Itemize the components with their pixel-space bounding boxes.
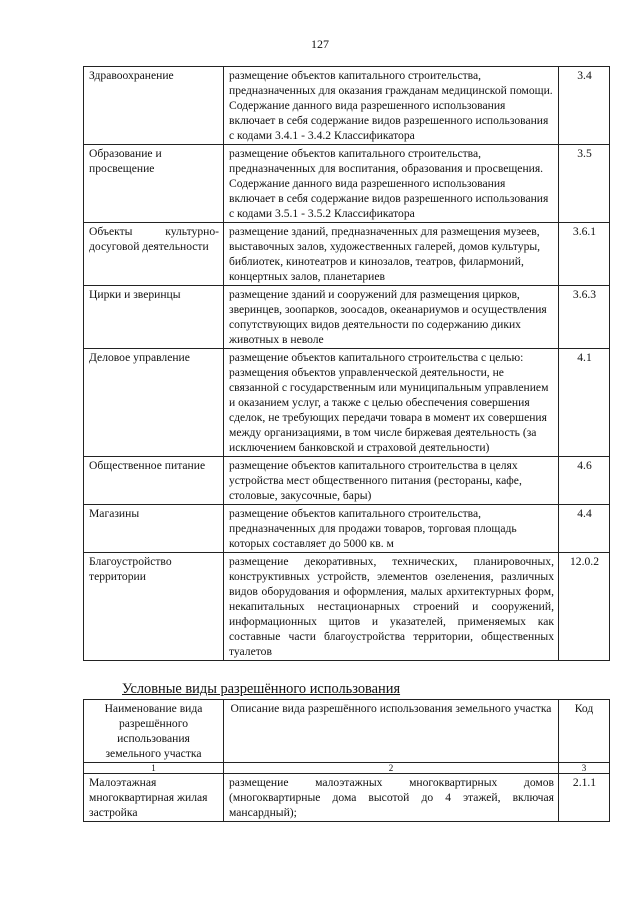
table-row bbox=[84, 553, 610, 661]
use-description: размещение объектов капитального строительства в целях устройства мест общественного питания (рестораны, кафе, столовые, закусочные, бары) bbox=[224, 457, 559, 505]
use-description: размещение зданий, предназначенных для размещения музеев, выставочных залов, художественных галерей, домов культуры, библиотек, кинотеатров и кинозалов, театров, филармоний, концертных залов, планетариев bbox=[224, 223, 559, 286]
column-number: 3 bbox=[559, 763, 610, 774]
header-name: Наименование вида разрешённого использования земельного участка bbox=[84, 700, 224, 763]
use-code: 2.1.1 bbox=[559, 774, 610, 822]
section-heading: Условные виды разрешённого использования bbox=[122, 681, 401, 697]
use-name: Здравоохранение bbox=[84, 67, 224, 145]
use-code: 12.0.2 bbox=[559, 553, 610, 661]
use-code: 3.4 bbox=[559, 67, 610, 145]
use-name: Деловое управление bbox=[84, 349, 224, 457]
conditional-use-table bbox=[83, 699, 610, 822]
column-number-row bbox=[84, 763, 610, 774]
permitted-use-table bbox=[83, 66, 610, 661]
use-code: 3.6.3 bbox=[559, 286, 610, 349]
use-code: 3.6.1 bbox=[559, 223, 610, 286]
use-description: размещение объектов капитального строительства, предназначенных для оказания гражданам медицинской помощи. Содержание данного вида разрешенного использования включает в себя содержание видов разрешенного использования с кодами 3.4.1 - 3.4.2 Классификатора bbox=[224, 67, 559, 145]
table-row bbox=[84, 349, 610, 457]
use-name: Магазины bbox=[84, 505, 224, 553]
use-name: Благоустройство территории bbox=[84, 553, 224, 661]
use-description: размещение декоративных, технических, планировочных, конструктивных устройств, элементов озеленения, различных видов оборудования и оформления, малых архитектурных форм, некапитальных нестационарных строений и сооружений, информационных щитов и указателей, применяемых как составные части благоустройства территории, общественных туалетов bbox=[224, 553, 559, 661]
use-description: размещение объектов капитального строительства, предназначенных для воспитания, образования и просвещения. Содержание данного вида разрешенного использования включает в себя содержание видов разрешенного использования с кодами 3.5.1 - 3.5.2 Классификатора bbox=[224, 145, 559, 223]
table-row bbox=[84, 67, 610, 145]
use-code: 3.5 bbox=[559, 145, 610, 223]
table-row bbox=[84, 145, 610, 223]
use-name: Малоэтажная многоквартирная жилая застройка bbox=[84, 774, 224, 822]
table-row bbox=[84, 505, 610, 553]
use-name: Объекты культурно-досуговой деятельности bbox=[84, 223, 224, 286]
use-description: размещение объектов капитального строительства с целью: размещения объектов управленческой деятельности, не связанной с государственным или муниципальным управлением и оказанием услуг, а также с целью обеспечения совершения сделок, не требующих передачи товара в момент их совершения между организациями, в том числе биржевая деятельность (за исключением банковской и страховой деятельности) bbox=[224, 349, 559, 457]
header-code: Код bbox=[559, 700, 610, 763]
column-number: 1 bbox=[84, 763, 224, 774]
use-code: 4.1 bbox=[559, 349, 610, 457]
column-number: 2 bbox=[224, 763, 559, 774]
table-header-row bbox=[84, 700, 610, 763]
page-number: 127 bbox=[311, 37, 329, 51]
table-row bbox=[84, 223, 610, 286]
table-row bbox=[84, 457, 610, 505]
use-description: размещение малоэтажных многоквартирных домов (многоквартирные дома высотой до 4 этажей, включая мансардный); bbox=[224, 774, 559, 822]
use-description: размещение объектов капитального строительства, предназначенных для продажи товаров, торговая площадь которых составляет до 5000 кв. м bbox=[224, 505, 559, 553]
use-name: Цирки и зверинцы bbox=[84, 286, 224, 349]
use-code: 4.6 bbox=[559, 457, 610, 505]
table-row bbox=[84, 286, 610, 349]
use-name: Общественное питание bbox=[84, 457, 224, 505]
table-row bbox=[84, 774, 610, 822]
use-name: Образование и просвещение bbox=[84, 145, 224, 223]
use-code: 4.4 bbox=[559, 505, 610, 553]
header-description: Описание вида разрешённого использования земельного участка bbox=[224, 700, 559, 763]
use-description: размещение зданий и сооружений для размещения цирков, зверинцев, зоопарков, зоосадов, океанариумов и осуществления сопутствующих видов деятельности по содержанию диких животных в неволе bbox=[224, 286, 559, 349]
